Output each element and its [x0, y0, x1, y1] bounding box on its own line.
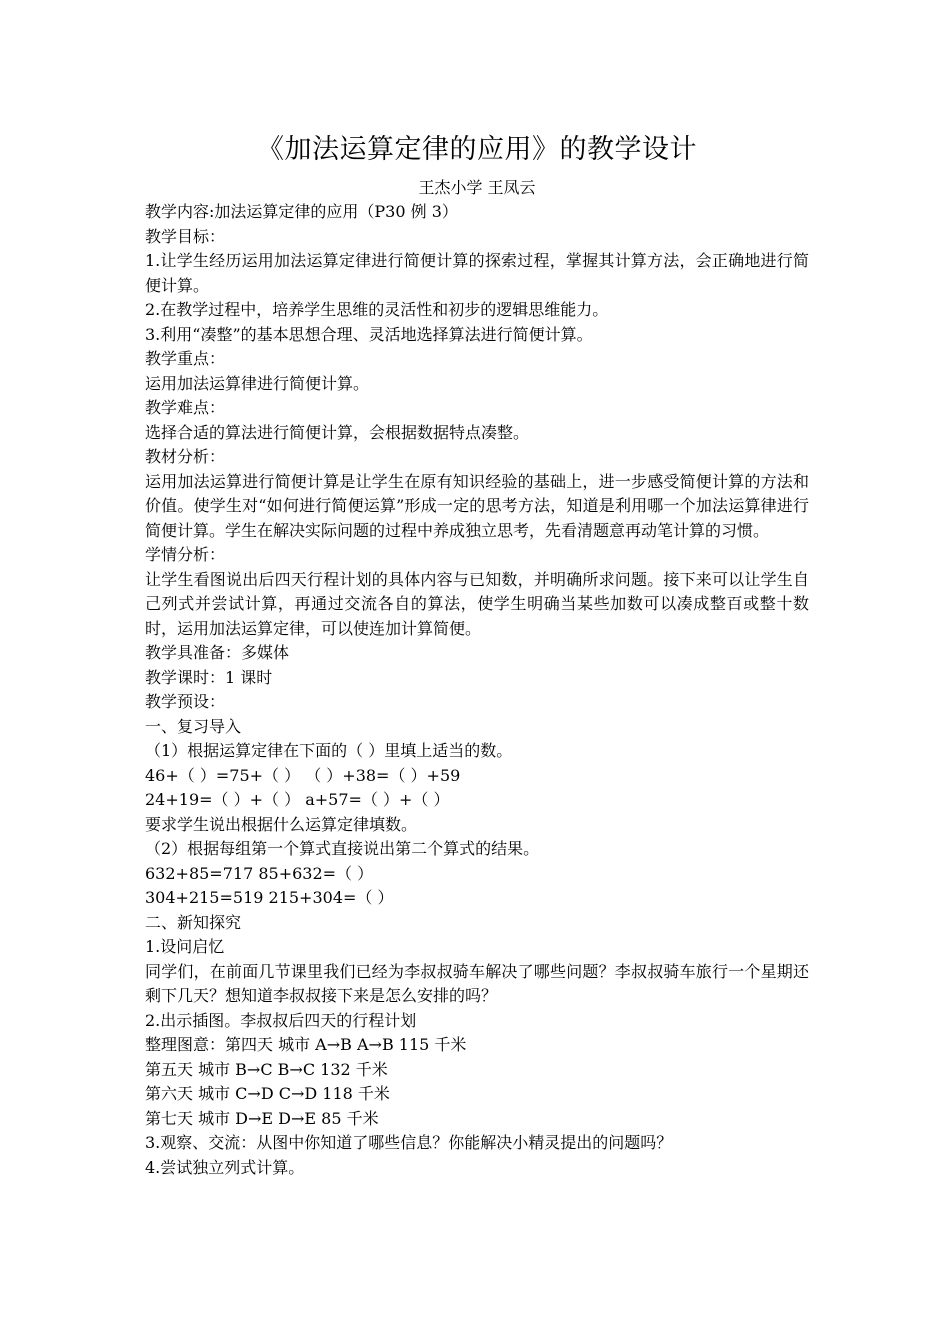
body-paragraph: 让学生看图说出后四天行程计划的具体内容与已知数，并明确所求问题。接下来可以让学生自己列式并尝试计算，再通过交流各自的算法，使学生明确当某些加数可以凑成整百或整十数时，运用加法运算定律，可以使连加计算简便。 — [145, 569, 809, 638]
document-title: 《加法运算定律的应用》的教学设计 — [257, 134, 697, 165]
body-line: 二、新知探究 — [145, 912, 242, 932]
body-line: 632+85=717 85+632=（ ） — [145, 863, 374, 883]
body-line: 运用加法运算律进行简便计算。 — [145, 373, 370, 393]
body-line: 3.利用“凑整”的基本思想合理、灵活地选择算法进行简便计算。 — [145, 324, 593, 344]
body-line: 教学具准备：多媒体 — [145, 643, 290, 662]
body-line: 教学内容:加法运算定律的应用（P30 例 3） — [145, 202, 458, 221]
body-line: 教学课时：1 课时 — [145, 667, 273, 687]
body-line: （2）根据每组第一个算式直接说出第二个算式的结果。 — [145, 839, 540, 858]
body-paragraph: 1.让学生经历运用加法运算定律进行简便计算的探索过程，掌握其计算方法，会正确地进行简便计算。 — [145, 251, 809, 295]
body-line: 选择合适的算法进行简便计算，会根据数据特点凑整。 — [145, 422, 530, 442]
body-line: 教学预设： — [145, 692, 226, 711]
body-line: （1）根据运算定律在下面的（ ）里填上适当的数。 — [145, 741, 513, 760]
body-line: 3.观察、交流：从图中你知道了哪些信息？你能解决小精灵提出的问题吗？ — [145, 1133, 673, 1152]
body-line: 24+19=（ ）+（ ） a+57=（ ）+（ ） — [145, 790, 450, 809]
document-author: 王杰小学 王凤云 — [418, 178, 536, 197]
body-line: 教材分析： — [145, 447, 226, 466]
body-line: 第六天 城市 C→D C→D 118 千米 — [145, 1084, 390, 1103]
document-body — [145, 200, 809, 1180]
body-line: 教学难点： — [145, 398, 226, 417]
body-paragraph: 同学们，在前面几节课里我们已经为李叔叔骑车解决了哪些问题？李叔叔骑车旅行一个星期还剩下几天？想知道李叔叔接下来是怎么安排的吗？ — [145, 961, 809, 1005]
body-line: 第五天 城市 B→C B→C 132 千米 — [145, 1059, 388, 1079]
body-line: 整理图意：第四天 城市 A→B A→B 115 千米 — [145, 1035, 467, 1054]
body-line: 304+215=519 215+304=（ ） — [145, 888, 394, 907]
body-line: 2.出示插图。李叔叔后四天的行程计划 — [145, 1010, 417, 1030]
body-line: 1.设问启忆 — [145, 937, 225, 956]
body-line: 要求学生说出根据什么运算定律填数。 — [145, 814, 418, 834]
document-page — [145, 128, 809, 1180]
body-line: 学情分析： — [145, 545, 226, 564]
body-line: 教学目标： — [145, 226, 226, 246]
body-line: 2.在教学过程中，培养学生思维的灵活性和初步的逻辑思维能力。 — [145, 300, 609, 319]
body-line: 4.尝试独立列式计算。 — [145, 1157, 305, 1177]
body-line: 第七天 城市 D→E D→E 85 千米 — [145, 1108, 379, 1128]
body-line: 教学重点： — [145, 349, 226, 368]
body-line: 一、复习导入 — [145, 716, 242, 736]
body-paragraph: 运用加法运算进行简便计算是让学生在原有知识经验的基础上，进一步感受简便计算的方法和价值。使学生对“如何进行简便运算”形成一定的思考方法，知道是利用哪一个加法运算律进行简便计算。学生在解决实际问题的过程中养成独立思考，先看清题意再动笔计算的习惯。 — [145, 471, 809, 540]
body-line: 46+（ ）=75+（ ） （ ）+38=（ ）+59 — [145, 765, 461, 785]
